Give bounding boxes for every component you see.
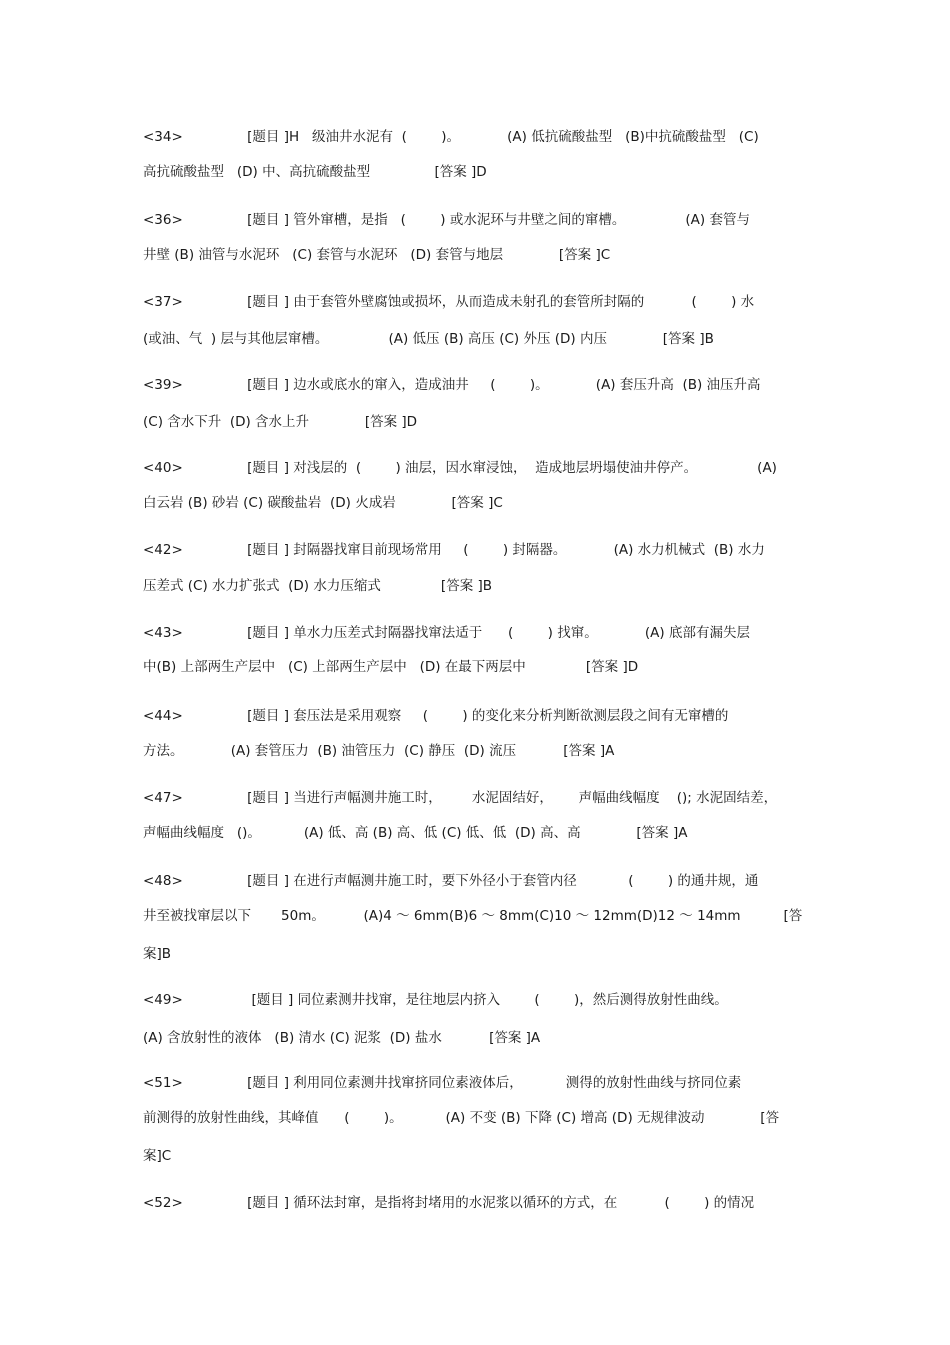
question-44-line-2: 方法。 (A) 套管压力 (B) 油管压力 (C) 静压 (D) 流压 [答案 ]A — [143, 743, 615, 759]
question-51-line-3: 案]C — [143, 1148, 172, 1164]
question-44-line-1: <44> [题目 ] 套压法是采用观察 ( ) 的变化来分析判断欲测层段之间有无窜槽的 — [143, 708, 729, 724]
question-39-line-1: <39> [题目 ] 边水或底水的窜入，造成油井 ( )。 (A) 套压升高 (B) 油压升高 — [143, 377, 761, 393]
question-37-line-1: <37> [题目 ] 由于套管外壁腐蚀或损坏，从而造成未射孔的套管所封隔的 ( ) 水 — [143, 294, 755, 310]
question-36-line-2: 井壁 (B) 油管与水泥环 (C) 套管与水泥环 (D) 套管与地层 [答案 ]C — [143, 247, 611, 263]
question-49-line-1: <49> [题目 ] 同位素测井找窜，是往地层内挤入 ( )，然后测得放射性曲线。 — [143, 992, 728, 1008]
question-34-line-1: <34> [题目 ]H 级油井水泥有 ( )。 (A) 低抗硫酸盐型 (B)中抗硫酸盐型 (C) — [143, 129, 759, 145]
question-40-line-1: <40> [题目 ] 对浅层的 ( ) 油层，因水窜浸蚀， 造成地层坍塌使油井停产。 (A) — [143, 460, 777, 476]
question-43-line-2: 中(B) 上部两生产层中 (C) 上部两生产层中 (D) 在最下两层中 [答案 ]D — [143, 659, 639, 675]
question-42-line-2: 压差式 (C) 水力扩张式 (D) 水力压缩式 [答案 ]B — [143, 578, 493, 594]
question-47-line-1: <47> [题目 ] 当进行声幅测井施工时， 水泥固结好， 声幅曲线幅度 (); 水泥固结差， — [143, 790, 778, 806]
question-47-line-2: 声幅曲线幅度 ()。 (A) 低、高 (B) 高、低 (C) 低、低 (D) 高、高 [答案 ]A — [143, 825, 688, 841]
question-42-line-1: <42> [题目 ] 封隔器找窜目前现场常用 ( ) 封隔器。 (A) 水力机械式 (B) 水力 — [143, 542, 765, 558]
question-43-line-1: <43> [题目 ] 单水力压差式封隔器找窜法适于 ( ) 找窜。 (A) 底部有漏失层 — [143, 625, 750, 641]
question-34-line-2: 高抗硫酸盐型 (D) 中、高抗硫酸盐型 [答案 ]D — [143, 164, 487, 180]
question-51-line-2: 前测得的放射性曲线，其峰值 ( )。 (A) 不变 (B) 下降 (C) 增高 (D) 无规律波动 [答 — [143, 1110, 780, 1126]
question-48-line-1: <48> [题目 ] 在进行声幅测井施工时，要下外径小于套管内径 ( ) 的通井规，通 — [143, 873, 759, 889]
question-39-line-2: (C) 含水下升 (D) 含水上升 [答案 ]D — [143, 414, 418, 430]
question-48-line-2: 井至被找窜层以下 50m。 (A)4 ～ 6mm(B)6 ～ 8mm(C)10 ～ 12mm(D)12 ～ 14mm [答 — [143, 908, 803, 924]
question-36-line-1: <36> [题目 ] 管外窜槽，是指 ( ) 或水泥环与井壁之间的窜槽。 (A) 套管与 — [143, 212, 750, 228]
question-51-line-1: <51> [题目 ] 利用同位素测井找窜挤同位素液体后， 测得的放射性曲线与挤同位素 — [143, 1075, 742, 1091]
question-37-line-2: (或油、气 ) 层与其他层窜槽。 (A) 低压 (B) 高压 (C) 外压 (D) 内压 [答案 ]B — [143, 331, 714, 347]
question-52-line-1: <52> [题目 ] 循环法封窜，是指将封堵用的水泥浆以循环的方式，在 ( ) 的情况 — [143, 1195, 755, 1211]
question-40-line-2: 白云岩 (B) 砂岩 (C) 碳酸盐岩 (D) 火成岩 [答案 ]C — [143, 495, 503, 511]
question-48-line-3: 案]B — [143, 946, 172, 962]
question-49-line-2: (A) 含放射性的液体 (B) 清水 (C) 泥浆 (D) 盐水 [答案 ]A — [143, 1030, 541, 1046]
